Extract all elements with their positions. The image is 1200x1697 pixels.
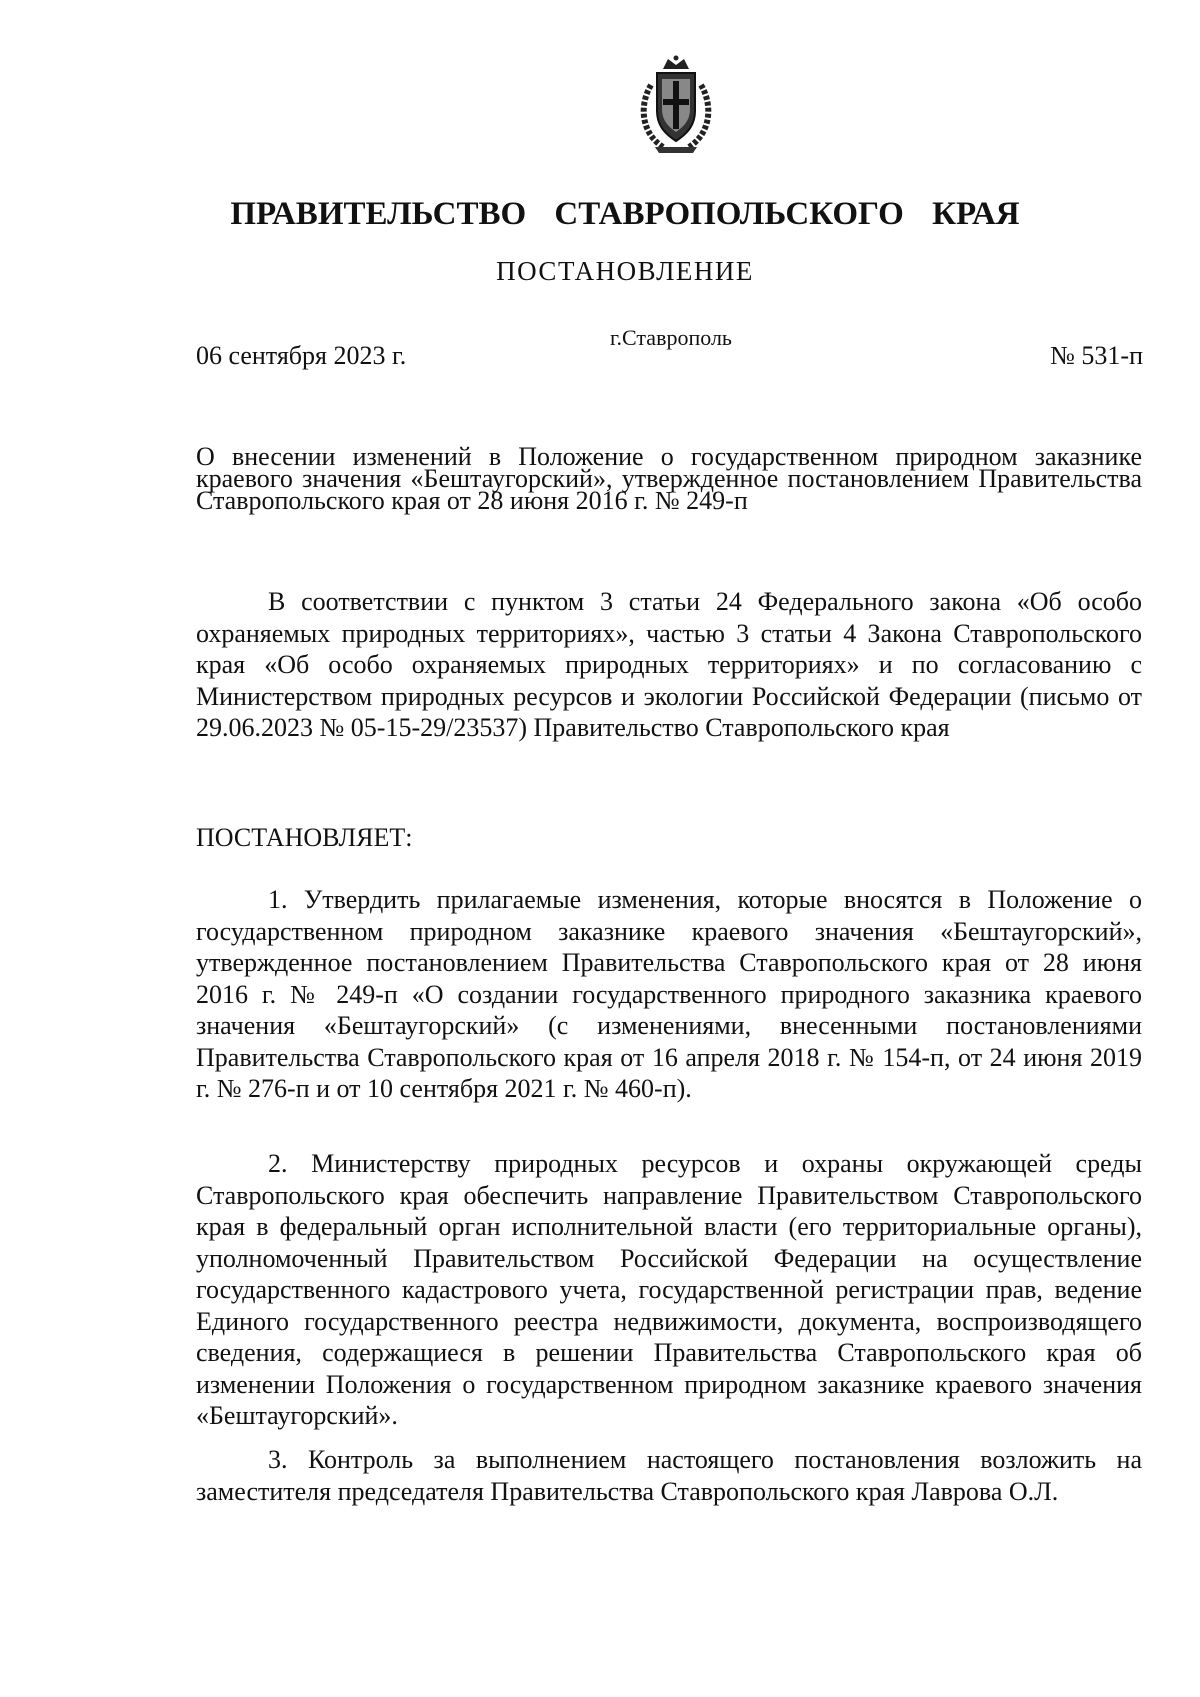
preamble-paragraph: В соответствии с пунктом 3 статьи 24 Федерального закона «Об особо охраняемых природных территориях», частью 3 статьи 4 Закона Ставропольского края «Об особо охраняемых природных территориях» и по согласованию с Министерством природных ресурсов и экологии Российской Федерации (письмо от 29.06.2023 № 05-15-29/23537) Правительство Ставропольского края [196,587,1142,742]
document-number: № 531-п [1050,341,1143,370]
item-paragraph-3: 3. Контроль за выполнением настоящего постановления возложить на заместителя председателя Правительства Ставропольского края Лаврова О.Л. [196,1445,1142,1506]
document-subject: О внесении изменений в Положение о государственном природном заказнике краевого значения «Бештаугорский», утвержденное постановлением Правительства Ставропольского края от 28 июня 2016 г. № 249-п [196,442,1142,515]
document-city: г.Ставрополь [610,325,732,350]
document-date: 06 сентября 2023 г. [196,341,407,370]
document-type: ПОСТАНОВЛЕНИЕ [496,256,754,286]
item-paragraph-1: 1. Утвердить прилагаемые изменения, которые вносятся в Положение о государственном природном заказнике краевого значения «Бештаугорский», утвержденное постановлением Правительства Ставропольского края от 28 июня 2016 г. № 249-п «О создании государственного природного заказника краевого значения «Бештаугорский» (с изменениями, внесенными постановлениями Правительства Ставропольского края от 16 апреля 2018 г. № 154-п, от 24 июня 2019 г. № 276-п и от 10 сентября 2021 г. № 460-п). [196,885,1142,1103]
resolves-heading: ПОСТАНОВЛЯЕТ: [196,823,413,852]
coat-of-arms-icon [633,55,719,155]
item-paragraph-2: 2. Министерству природных ресурсов и охраны окружающей среды Ставропольского края обеспечить направление Правительством Ставропольского края в федеральный орган исполнительной власти (его территориальные органы), уполномоченный Правительством Российской Федерации на осуществление государственного кадастрового учета, государственной регистрации прав, ведение Единого государственного реестра недвижимости, документа, воспроизводящего сведения, содержащиеся в решении Правительства Ставропольского края об изменении Положения о государственном природном заказнике краевого значения «Бештаугорский». [196,1149,1142,1430]
organization-name: ПРАВИТЕЛЬСТВО СТАВРОПОЛЬСКОГО КРАЯ [230,196,1020,232]
